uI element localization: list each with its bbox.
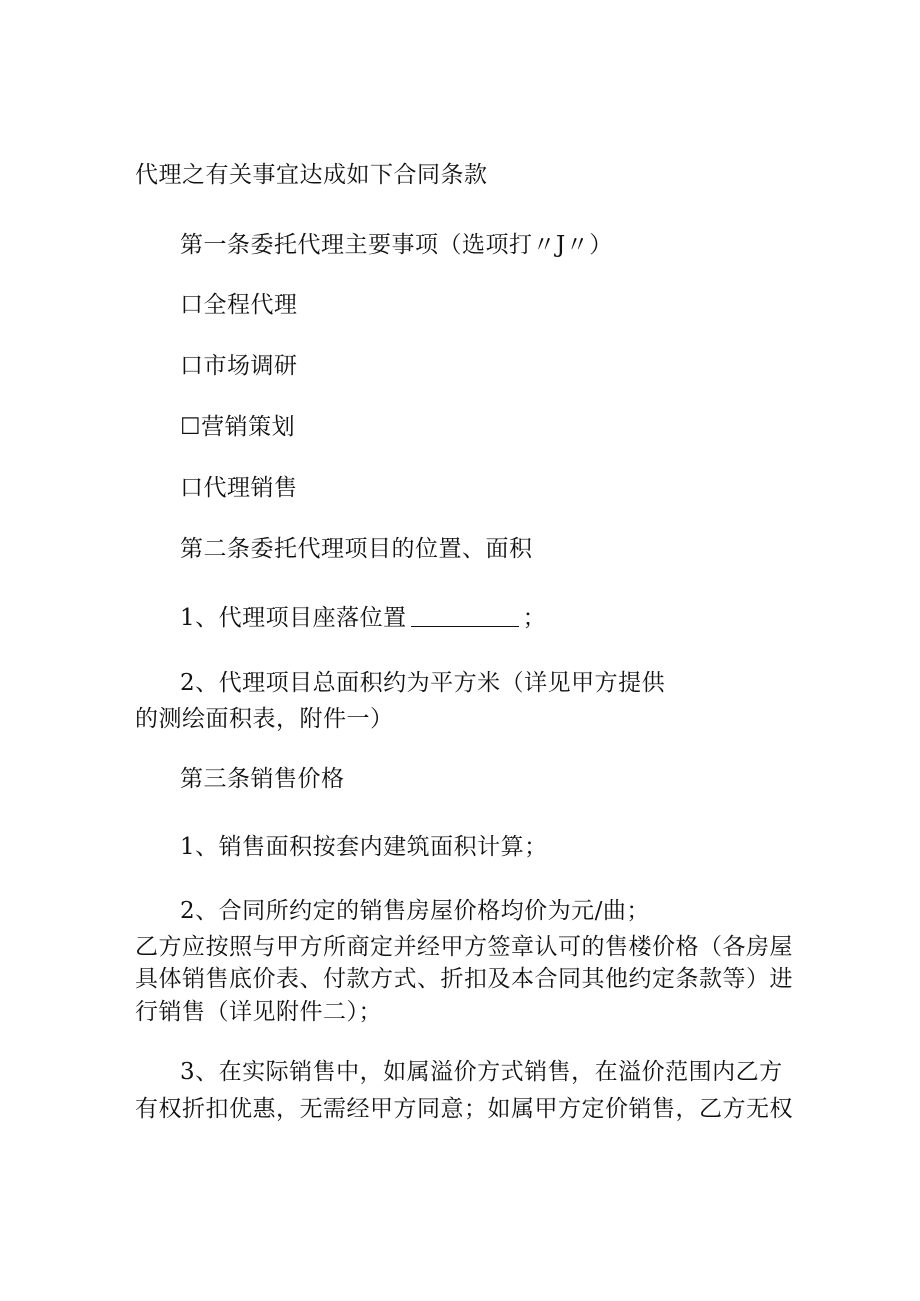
location-blank-field (411, 606, 519, 627)
article2-item1-suffix: ； (522, 605, 547, 631)
article3-item2-line4: 行销售（详见附件二）； (135, 999, 382, 1025)
option-marketing-plan: ☐营销策划 (180, 414, 296, 440)
article2-item2-line1: 2、代理项目总面积约为平方米（详见甲方提供 (180, 670, 666, 696)
option-agency-sales: 口代理销售 (180, 475, 298, 501)
article3-item2-line3: 具体销售底价表、付款方式、折扣及本合同其他约定条款等）进 (135, 966, 793, 992)
option-market-research: 口市场调研 (180, 353, 298, 379)
article3-item3-line1: 3、在实际销售中，如属溢价方式销售，在溢价范围内乙方 (180, 1059, 783, 1085)
article3-title: 第三条销售价格 (180, 766, 345, 792)
article1-title: 第一条委托代理主要事项（选项打〃J〃） (180, 232, 613, 258)
intro-line: 代理之有关事宜达成如下合同条款 (135, 162, 488, 188)
article3-item2-line2: 乙方应按照与甲方所商定并经甲方签章认可的售楼价格（各房屋 (135, 934, 793, 960)
article3-item3-line2: 有权折扣优惠，无需经甲方同意；如属甲方定价销售，乙方无权 (135, 1096, 793, 1122)
article2-item1 (180, 601, 546, 635)
option-full-agency: 口全程代理 (180, 292, 298, 318)
article2-item2-line2: 的测绘面积表，附件一） (135, 706, 394, 732)
article3-item2-line1: 2、合同所约定的销售房屋价格均价为元/曲； (180, 898, 650, 924)
article2-item1-text: 1、代理项目座落位置 (180, 605, 407, 631)
article3-item1: 1、销售面积按套内建筑面积计算； (180, 834, 548, 860)
article2-title: 第二条委托代理项目的位置、面积 (180, 536, 533, 562)
